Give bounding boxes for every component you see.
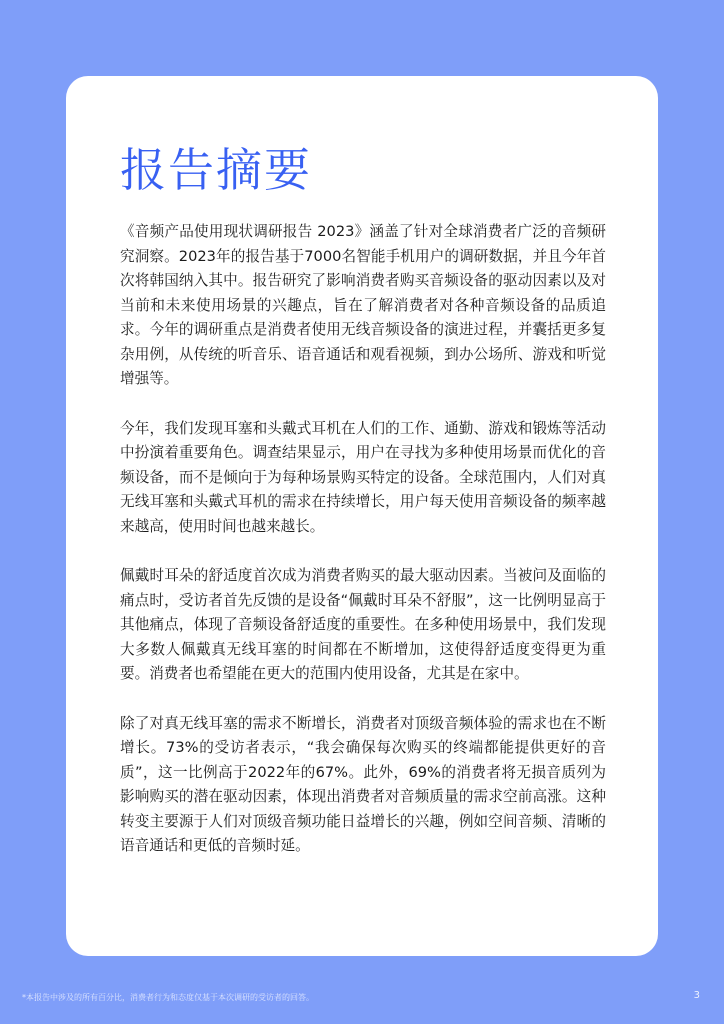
page-number: 3 (693, 990, 700, 1001)
summary-paragraph: 除了对真无线耳塞的需求不断增长，消费者对顶级音频体验的需求也在不断增长。73%的受访者表示，“我会确保每次购买的终端都能提供更好的音质”，这一比例高于2022年的67%。此外，69%的消费者将无损音质列为影响购买的潜在驱动因素，体现出消费者对音频质量的需求空前高涨。这种转变主要源于人们对顶级音频功能日益增长的兴趣，例如空间音频、清晰的语音通话和更低的音频时延。 (120, 714, 606, 854)
summary-paragraph: 今年，我们发现耳塞和头戴式耳机在人们的工作、通勤、游戏和锻炼等活动中扮演着重要角色。调查结果显示，用户在寻找为多种使用场景而优化的音频设备，而不是倾向于为每种场景购买特定的设备。全球范围内，人们对真无线耳塞和头戴式耳机的需求在持续增长，用户每天使用音频设备的频率越来越高，使用时间也越来越长。 (120, 419, 606, 535)
summary-paragraph: 佩戴时耳朵的舒适度首次成为消费者购买的最大驱动因素。当被问及面临的痛点时，受访者首先反馈的是设备“佩戴时耳朵不舒服”，这一比例明显高于其他痛点，体现了音频设备舒适度的重要性。在多种使用场景中，我们发现大多数人佩戴真无线耳塞的时间都在不断增加，这使得舒适度变得更为重要。消费者也希望能在更大的范围内使用设备，尤其是在家中。 (120, 567, 606, 682)
summary-body (120, 220, 606, 859)
summary-paragraph: 《音频产品使用现状调研报告 2023》涵盖了针对全球消费者广泛的音频研究洞察。2023年的报告基于7000名智能手机用户的调研数据，并且今年首次将韩国纳入其中。报告研究了影响消费者购买音频设备的驱动因素以及对当前和未来使用场景的兴趣点，旨在了解消费者对各种音频设备的品质追求。今年的调研重点是消费者使用无线音频设备的演进过程，并囊括更多复杂用例，从传统的听音乐、语音通话和观看视频，到办公场所、游戏和听觉增强等。 (120, 223, 606, 387)
content-card (66, 76, 658, 956)
page-title: 报告摘要 (120, 143, 312, 197)
footnote: *本报告中涉及的所有百分比，消费者行为和态度仅基于本次调研的受访者的回答。 (22, 993, 314, 1002)
